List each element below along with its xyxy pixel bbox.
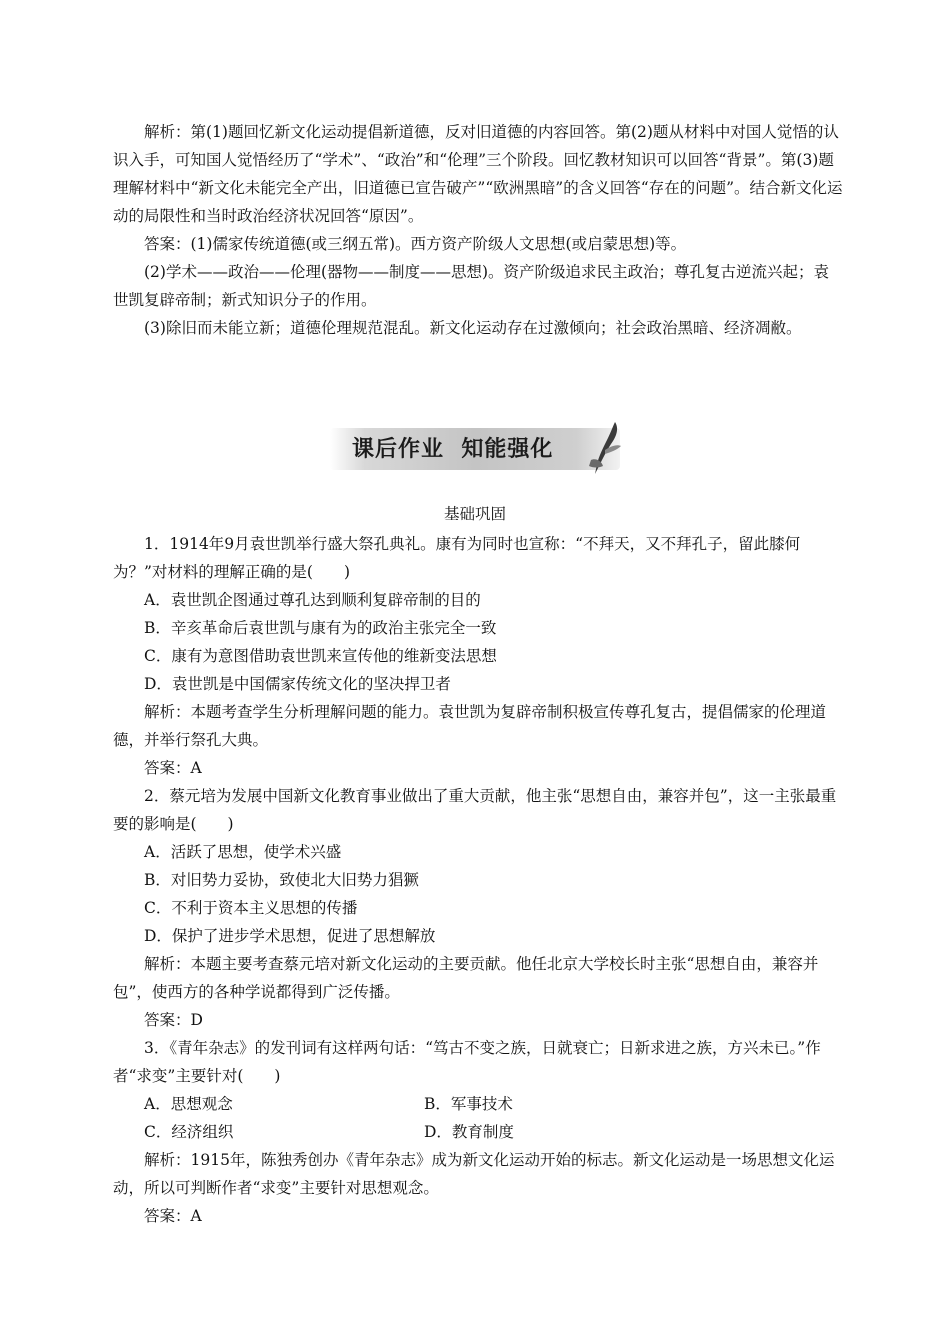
- section-banner: [330, 420, 625, 476]
- question-answer: 答案：D: [144, 1011, 203, 1029]
- question-analysis: 解析：本题主要考查蔡元培对新文化运动的主要贡献。他任北京大学校长时主张“思想自由，兼容并包”，使西方的各种学说都得到广泛传播。: [113, 955, 819, 1001]
- option-d: D．教育制度: [424, 1123, 514, 1141]
- answer-part-3: (3)除旧而未能立新；道德伦理规范混乱。新文化运动存在过激倾向；社会政治黑暗、经济凋敝。: [144, 319, 802, 337]
- question-2: [113, 782, 843, 1034]
- question-stem: 2．蔡元培为发展中国新文化教育事业做出了重大贡献，他主张“思想自由，兼容并包”，这一主张最重要的影响是( ): [113, 787, 837, 833]
- question-answer: 答案：A: [144, 1207, 202, 1225]
- option-a: A．活跃了思想，使学术兴盛: [144, 843, 342, 861]
- answer-paragraph: 答案：(1)儒家传统道德(或三纲五常)。西方资产阶级人文思想(或启蒙思想)等。: [144, 235, 687, 253]
- question-stem: 3．《青年杂志》的发刊词有这样两句话：“笃古不变之族，日就衰亡；日新求进之族，方兴未已。”作者“求变”主要针对( ): [113, 1039, 821, 1085]
- option-d: D．袁世凯是中国儒家传统文化的坚决捍卫者: [144, 675, 451, 693]
- section-heading: 基础巩固: [443, 505, 506, 523]
- question-analysis: 解析：1915年，陈独秀创办《青年杂志》成为新文化运动开始的标志。新文化运动是一场思想文化运动，所以可判断作者“求变”主要针对思想观念。: [113, 1151, 835, 1197]
- answer-part-2: (2)学术——政治——伦理(器物——制度——思想)。资产阶级追求民主政治；尊孔复古逆流兴起；袁世凯复辟帝制；新式知识分子的作用。: [113, 263, 830, 309]
- banner-title: 课后作业 知能强化: [352, 437, 554, 462]
- option-a: A．思想观念: [144, 1095, 233, 1113]
- option-b: B．对旧势力妥协，致使北大旧势力猖獗: [144, 871, 419, 889]
- question-answer: 答案：A: [144, 759, 202, 777]
- question-3: [113, 1034, 843, 1230]
- brush-icon: [585, 420, 625, 476]
- questions-section: [113, 530, 843, 1230]
- options-row: [113, 1118, 843, 1146]
- option-d: D．保护了进步学术思想，促进了思想解放: [144, 927, 436, 945]
- option-b: B．军事技术: [424, 1095, 513, 1113]
- option-a: A．袁世凯企图通过尊孔达到顺利复辟帝制的目的: [144, 591, 481, 609]
- question-analysis: 解析：本题考查学生分析理解问题的能力。袁世凯为复辟帝制积极宣传尊孔复古，提倡儒家的伦理道德，并举行祭孔大典。: [113, 703, 827, 749]
- option-b: B．辛亥革命后袁世凯与康有为的政治主张完全一致: [144, 619, 497, 637]
- analysis-paragraph: 解析：第(1)题回忆新文化运动提倡新道德，反对旧道德的内容回答。第(2)题从材料中对国人觉悟的认识入手，可知国人觉悟经历了“学术”、“政治”和“伦理”三个阶段。回忆教材知识可以回答“背景”。第(3)题理解材料中“新文化未能完全产出，旧道德已宣告破产”“欧洲黑暗”的含义回答“存在的问题”。结合新文化运动的局限性和当时政治经济状况回答“原因”。: [113, 123, 843, 225]
- option-c: C．康有为意图借助袁世凯来宣传他的维新变法思想: [144, 647, 497, 665]
- previous-answer-section: [113, 118, 843, 342]
- options-row: [113, 1090, 843, 1118]
- question-1: [113, 530, 843, 782]
- question-stem: 1．1914年9月袁世凯举行盛大祭孔典礼。康有为同时也宣称：“不拜天，又不拜孔子，留此膝何为？”对材料的理解正确的是( ): [113, 535, 801, 581]
- option-c: C．经济组织: [144, 1123, 234, 1141]
- option-c: C．不利于资本主义思想的传播: [144, 899, 358, 917]
